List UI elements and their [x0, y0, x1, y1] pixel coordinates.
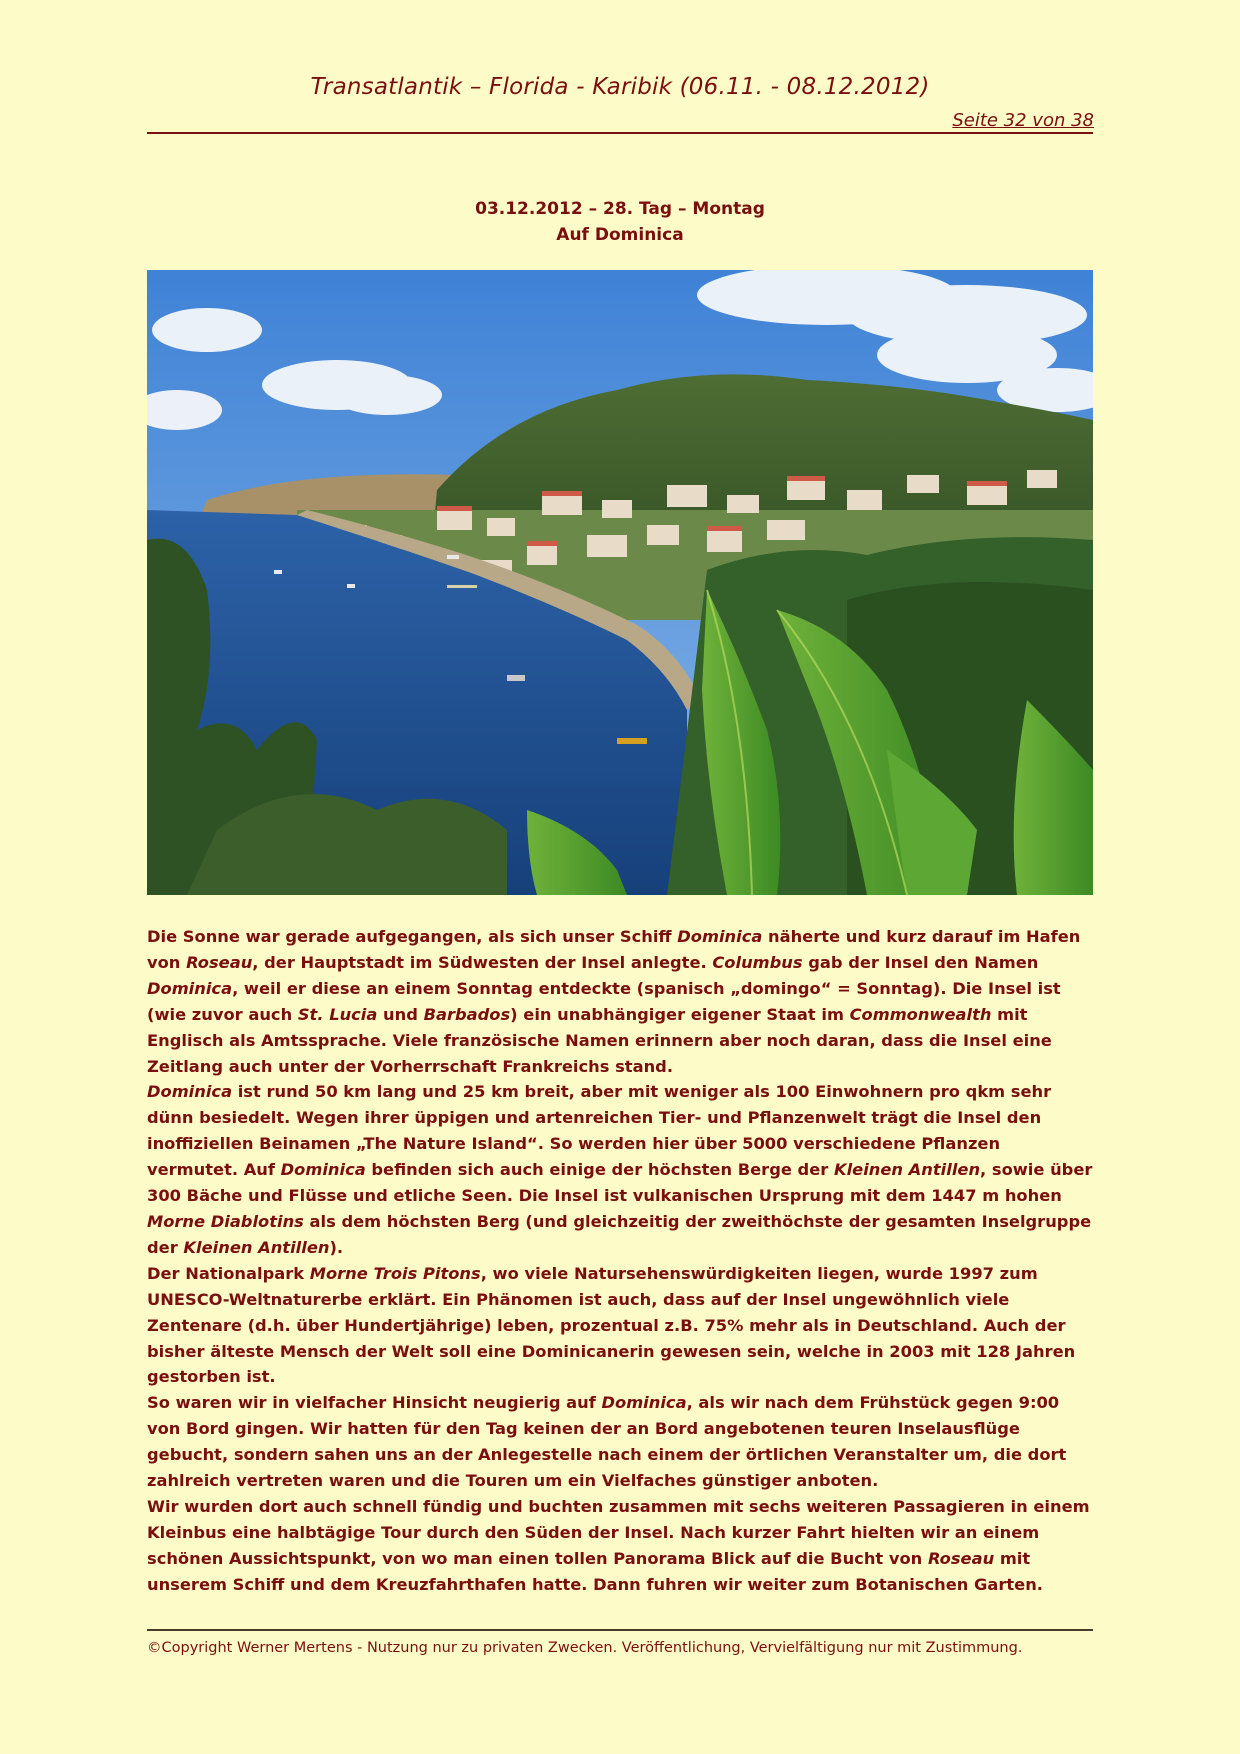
landscape-photo: [147, 270, 1093, 895]
footer-divider: [147, 1629, 1093, 1631]
text-run: , sowie über 300 Bäche und Flüsse und etliche Seen. Die Insel ist vulkanischen Ursprung mit dem 1447 m hohen: [147, 1160, 1093, 1206]
proper-name: Barbados: [423, 1004, 511, 1024]
day-heading-date: 03.12.2012 – 28. Tag – Montag: [475, 199, 765, 219]
proper-name: Dominica: [677, 927, 763, 946]
text-run: So waren wir in vielfacher Hinsicht neugierig auf: [147, 1393, 602, 1413]
day-heading-location: Auf Dominica: [556, 225, 684, 245]
text-run: gab der Insel den Namen: [802, 952, 1039, 972]
body-paragraph: [147, 924, 1093, 1079]
copyright-notice: ©Copyright Werner Mertens - Nutzung nur zu privaten Zwecken. Veröffentlichung, Vervielfältigung nur mit Zustimmung.: [147, 1640, 1023, 1656]
text-run: , wo viele Natursehenswürdigkeiten liegen, wurde 1997 zum UNESCO-Weltnaturerbe erklärt. Ein Phänomen ist auch, dass auf der Insel ungewöhnlich viele Zentenare (d.h. über Hundertjährige) leben, prozentual z.B. 75% mehr als in Deutschland. Auch der bisher älteste Mensch der Welt soll eine Dominicanerin gewesen sein, welche in 2003 mit 128 Jahren gestorben ist.: [147, 1263, 1076, 1387]
proper-name: Roseau: [927, 1548, 995, 1568]
text-run: , der Hauptstadt im Südwesten der Insel anlegte.: [252, 952, 713, 972]
proper-name: Commonwealth: [849, 1004, 992, 1024]
proper-name: Dominica: [147, 978, 233, 998]
proper-name: Morne Diablotins: [147, 1211, 304, 1231]
text-run: Der Nationalpark: [147, 1263, 310, 1283]
proper-name: Dominica: [601, 1393, 687, 1413]
proper-name: St. Lucia: [297, 1004, 378, 1024]
proper-name: Kleinen Antillen: [833, 1160, 981, 1180]
body-paragraph: [147, 1261, 1093, 1391]
text-run: befinden sich auch einige der höchsten Berge der: [365, 1160, 834, 1180]
photo-dominica-bay: [147, 270, 1093, 895]
body-paragraph: [147, 1390, 1093, 1494]
proper-name: Columbus: [712, 952, 803, 972]
proper-name: Morne Trois Pitons: [309, 1263, 481, 1283]
proper-name: Dominica: [147, 1082, 233, 1102]
text-run: Wir wurden dort auch schnell fündig und buchten zusammen mit sechs weiteren Passagieren in einem Kleinbus eine halbtägige Tour durch den Süden der Insel. Nach kurzer Fahrt hielten wir an einem schönen Aussichtspunkt, von wo man einen tollen Panorama Blick auf die Bucht von: [147, 1496, 1090, 1568]
text-run: ist rund 50 km lang und 25 km breit, aber mit weniger als 100 Einwohnern pro qkm sehr dünn besiedelt. Wegen ihrer üppigen und artenreichen Tier- und Pflanzenwelt trägt die Insel den inoffiziellen Beinamen „The Nature Island“. So werden hier über 5000 verschiedene Pflanzen vermutet. Auf: [147, 1082, 1052, 1180]
proper-name: Roseau: [186, 952, 253, 972]
proper-name: Kleinen Antillen: [183, 1237, 330, 1257]
text-run: näherte und kurz darauf im Hafen von: [147, 927, 1081, 972]
body-paragraph: [147, 1079, 1093, 1260]
text-run: Die Sonne war gerade aufgegangen, als sich unser Schiff: [147, 927, 678, 946]
body-paragraph: [147, 1494, 1093, 1598]
day-heading: [0, 196, 1240, 248]
page-number: Seite 32 von 38: [952, 110, 1094, 131]
text-run: , als wir nach dem Frühstück gegen 9:00 von Bord gingen. Wir hatten für den Tag keinen der an Bord angebotenen teuren Inselausflüge gebucht, sondern sahen uns an der Anlegestelle nach einem der örtlichen Veranstalter um, die dort zahlreich vertreten waren und die Touren um ein Vielfaches günstiger anboten.: [147, 1393, 1067, 1491]
proper-name: Dominica: [280, 1160, 366, 1180]
document-header-title: Transatlantik – Florida - Karibik (06.11. - 08.12.2012): [310, 74, 930, 100]
text-run: , weil er diese an einem Sonntag entdeckte (spanisch „domingo“ = Sonntag). Die Insel ist (wie zuvor auch: [147, 978, 1061, 1024]
text-run: ).: [329, 1237, 344, 1257]
text-run: als dem höchsten Berg (und gleichzeitig der zweithöchste der gesamten Inselgruppe der: [147, 1211, 1092, 1257]
header-divider: [147, 132, 1093, 134]
body-text: [147, 924, 1093, 1598]
text-run: ) ein unabhängiger eigener Staat im: [510, 1004, 850, 1024]
text-run: mit unserem Schiff und dem Kreuzfahrthafen hatte. Dann fuhren wir weiter zum Botanischen Garten.: [147, 1548, 1043, 1594]
text-run: und: [377, 1004, 424, 1024]
text-run: mit Englisch als Amtssprache. Viele französische Namen erinnern aber noch daran, dass die Insel eine Zeitlang auch unter der Vorherrschaft Frankreichs stand.: [147, 1004, 1052, 1076]
